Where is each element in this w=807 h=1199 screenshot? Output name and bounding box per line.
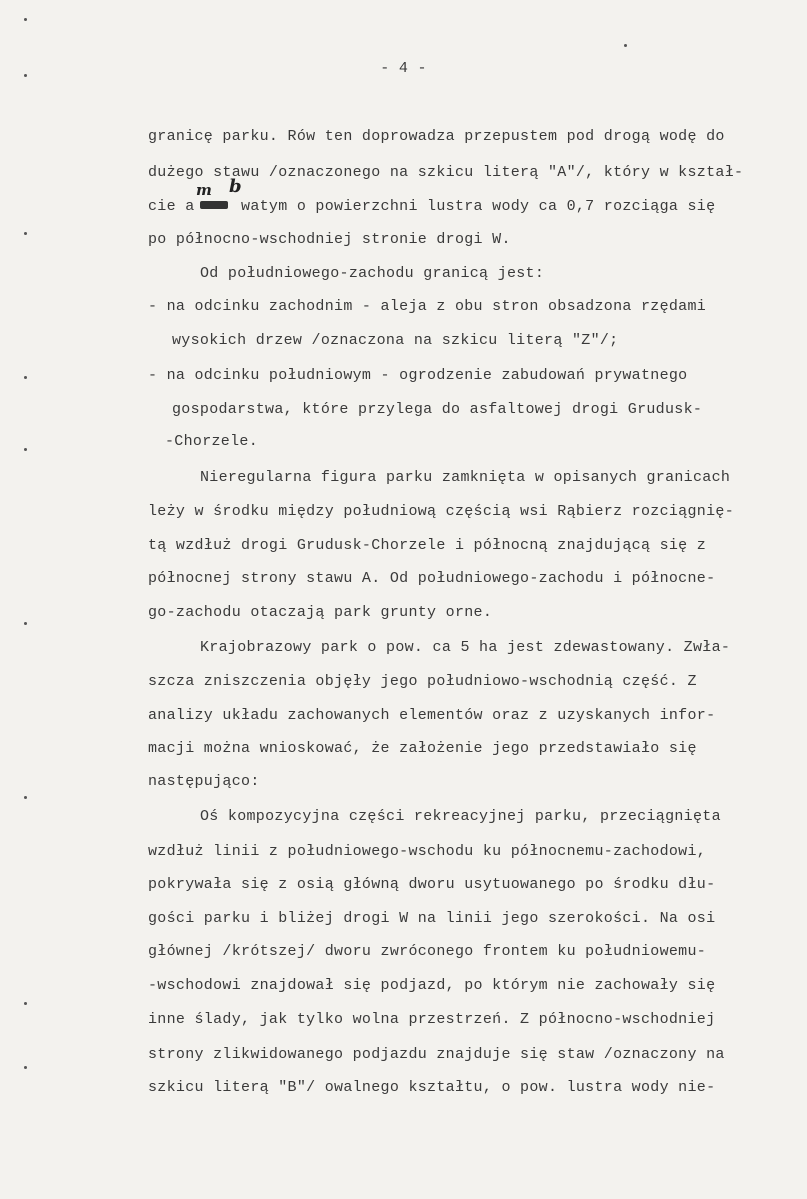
text-line: go-zachodu otaczają park grunty orne.	[148, 604, 493, 621]
text-line: Krajobrazowy park o pow. ca 5 ha jest zdewastowany. Zwła-	[200, 639, 731, 656]
text-line: - na odcinku zachodnim - aleja z obu stron obsadzona rzędami	[148, 298, 707, 315]
text-line: Od południowego-zachodu granicą jest:	[200, 265, 545, 282]
text-line: wzdłuż linii z południowego-wschodu ku północnemu-zachodowi,	[148, 843, 707, 860]
margin-speck	[24, 74, 27, 77]
margin-speck	[24, 622, 27, 625]
text-line: szcza zniszczenia objęły jego południowo-wschodnią część. Z	[148, 673, 697, 690]
text-line: głównej /krótszej/ dworu zwróconego frontem ku południowemu-	[148, 943, 707, 960]
margin-speck	[24, 232, 27, 235]
text-line: wysokich drzew /oznaczona na szkicu literą "Z"/;	[172, 332, 619, 349]
handwritten-letter-m: m	[196, 181, 213, 199]
margin-speck	[24, 1002, 27, 1005]
text-line: gości parku i bliżej drogi W na linii jego szerokości. Na osi	[148, 910, 716, 927]
text-line: Nieregularna figura parku zamknięta w opisanych granicach	[200, 469, 731, 486]
margin-speck	[24, 18, 27, 21]
margin-speck	[624, 44, 627, 47]
text-line: północnej strony stawu A. Od południowego-zachodu i północne-	[148, 570, 716, 587]
text-line: gospodarstwa, które przylega do asfaltowej drogi Grudusk-	[172, 401, 703, 418]
page-number: - 4 -	[380, 60, 427, 77]
margin-speck	[24, 376, 27, 379]
text-line: granicę parku. Rów ten doprowadza przepustem pod drogą wodę do	[148, 128, 725, 145]
text-line: Oś kompozycyjna części rekreacyjnej parku, przeciągnięta	[200, 808, 721, 825]
text-line: strony zlikwidowanego podjazdu znajduje się staw /oznaczony na	[148, 1046, 725, 1063]
text-line: po północno-wschodniej stronie drogi W.	[148, 231, 511, 248]
text-line: macji można wnioskować, że założenie jego przedstawiało się	[148, 740, 697, 757]
text-line: następująco:	[148, 773, 260, 790]
text-line: cie a watym o powierzchni lustra wody ca 0,7 rozciąga się	[148, 198, 716, 215]
text-line: szkicu literą "B"/ owalnego kształtu, o pow. lustra wody nie-	[148, 1079, 716, 1096]
text-line: pokrywała się z osią główną dworu usytuowanego po środku dłu-	[148, 876, 716, 893]
text-line: inne ślady, jak tylko wolna przestrzeń. Z północno-wschodniej	[148, 1011, 716, 1028]
text-line: dużego stawu /oznaczonego na szkicu literą "A"/, który w kształ-	[148, 164, 744, 181]
text-line: - na odcinku południowym - ogrodzenie zabudowań prywatnego	[148, 367, 688, 384]
text-line: -wschodowi znajdował się podjazd, po którym nie zachowały się	[148, 977, 716, 994]
text-line: leży w środku między południową częścią wsi Rąbierz rozciągnię-	[148, 503, 734, 520]
text-line: tą wzdłuż drogi Grudusk-Chorzele i północną znajdującą się z	[148, 537, 707, 554]
margin-speck	[24, 448, 27, 451]
margin-speck	[24, 1066, 27, 1069]
text-line: analizy układu zachowanych elementów oraz z uzyskanych infor-	[148, 707, 716, 724]
handwritten-letter-b: b	[229, 176, 242, 197]
text-line: -Chorzele.	[165, 433, 259, 450]
margin-speck	[24, 796, 27, 799]
